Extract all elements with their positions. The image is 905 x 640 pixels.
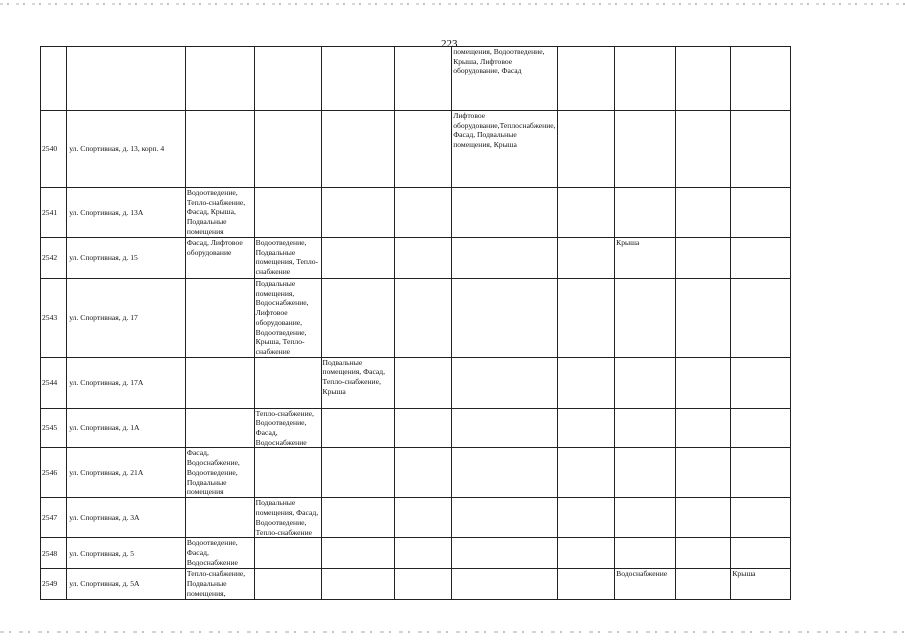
work-cell (185, 498, 254, 538)
work-cell: Крыша (731, 569, 791, 599)
work-cell (395, 408, 452, 448)
work-cell (321, 569, 395, 599)
work-cell (557, 47, 615, 111)
work-cell (557, 357, 615, 408)
address-cell: ул. Спортивная, д. 13, корп. 4 (67, 111, 186, 188)
work-cell (321, 408, 395, 448)
table-row (41, 408, 905, 448)
work-cell (615, 279, 675, 358)
table-row (41, 498, 905, 538)
row-number: 2543 (41, 279, 67, 358)
work-cell: Тепло-снабжение, Подвальные помещения, (185, 569, 254, 599)
work-cell (395, 538, 452, 569)
work-cell: Водоотведение, Фасад, Водоснабжение (185, 538, 254, 569)
work-cell (675, 279, 731, 358)
work-cell (395, 448, 452, 498)
work-cell (731, 538, 791, 569)
work-cell (615, 357, 675, 408)
row-number: 2540 (41, 111, 67, 188)
table-row (41, 279, 905, 358)
work-cell (731, 448, 791, 498)
work-cell (675, 47, 731, 111)
work-cell (557, 238, 615, 279)
work-cell (675, 408, 731, 448)
work-cell (675, 238, 731, 279)
row-number: 2541 (41, 188, 67, 238)
work-cell (615, 498, 675, 538)
work-cell (731, 111, 791, 188)
work-cell: Фасад, Водоснабжение, Водоотведение, Подвальные помещения (185, 448, 254, 498)
work-cell (321, 538, 395, 569)
work-cell (557, 111, 615, 188)
work-cell: Подвальные помещения, Водоснабжение, Лифтовое оборудование, Водоотведение, Крыша, Тепло-снабжение (254, 279, 321, 358)
work-cell (254, 357, 321, 408)
work-cell (321, 188, 395, 238)
work-cell (185, 408, 254, 448)
work-cell (675, 448, 731, 498)
work-cell (615, 188, 675, 238)
work-cell (557, 448, 615, 498)
address-cell (67, 47, 186, 111)
work-cell: Лифтовое оборудование,Теплоснабжение, Фасад, Подвальные помещения, Крыша (452, 111, 557, 188)
work-cell (675, 357, 731, 408)
table-row (41, 111, 905, 188)
work-cell: Фасад, Лифтовое оборудование (185, 238, 254, 279)
table-row (41, 238, 905, 279)
work-cell (452, 569, 557, 599)
work-cell (675, 569, 731, 599)
work-cell (731, 238, 791, 279)
work-cell (321, 498, 395, 538)
address-cell: ул. Спортивная, д. 5А (67, 569, 186, 599)
work-cell (452, 357, 557, 408)
page-number: 223 (441, 38, 458, 50)
work-cell (615, 538, 675, 569)
work-cell (254, 569, 321, 599)
row-number: 2542 (41, 238, 67, 279)
address-cell: ул. Спортивная, д. 1А (67, 408, 186, 448)
work-cell (557, 188, 615, 238)
work-cell (321, 47, 395, 111)
work-cell (731, 408, 791, 448)
work-cell (675, 538, 731, 569)
address-cell: ул. Спортивная, д. 17А (67, 357, 186, 408)
work-cell (321, 238, 395, 279)
work-cell (254, 47, 321, 111)
row-number (41, 47, 67, 111)
work-cell (452, 238, 557, 279)
scan-edge-bottom (0, 631, 905, 633)
table-row (41, 188, 905, 238)
row-number: 2545 (41, 408, 67, 448)
row-number: 2549 (41, 569, 67, 599)
row-number: 2547 (41, 498, 67, 538)
work-cell (452, 188, 557, 238)
work-cell (731, 279, 791, 358)
work-cell (185, 47, 254, 111)
row-number: 2548 (41, 538, 67, 569)
work-cell (395, 357, 452, 408)
work-cell (557, 569, 615, 599)
work-cell (321, 279, 395, 358)
work-cell (615, 111, 675, 188)
work-cell (731, 498, 791, 538)
work-cell (731, 188, 791, 238)
address-cell: ул. Спортивная, д. 5 (67, 538, 186, 569)
work-cell (395, 188, 452, 238)
row-number: 2544 (41, 357, 67, 408)
work-cell (395, 498, 452, 538)
table-row (41, 538, 905, 569)
row-number: 2546 (41, 448, 67, 498)
scan-edge-top (0, 3, 905, 5)
repair-schedule-table (40, 46, 905, 600)
work-cell: помещения, Водоотведение, Крыша, Лифтовое оборудование, Фасад (452, 47, 557, 111)
table-row (41, 569, 905, 599)
work-cell (395, 238, 452, 279)
table-row (41, 448, 905, 498)
work-cell (452, 408, 557, 448)
work-cell (615, 408, 675, 448)
work-cell (452, 279, 557, 358)
work-cell: Крыша (615, 238, 675, 279)
work-cell (185, 111, 254, 188)
work-cell (452, 538, 557, 569)
work-cell: Подвальные помещения, Фасад, Тепло-снабжение, Крыша (321, 357, 395, 408)
work-cell (675, 111, 731, 188)
work-cell (254, 111, 321, 188)
work-cell (254, 188, 321, 238)
work-cell (452, 448, 557, 498)
address-cell: ул. Спортивная, д. 3А (67, 498, 186, 538)
work-cell (185, 279, 254, 358)
work-cell (395, 569, 452, 599)
work-cell (395, 111, 452, 188)
work-cell (321, 448, 395, 498)
work-cell (557, 408, 615, 448)
work-cell (395, 279, 452, 358)
work-cell (321, 111, 395, 188)
address-cell: ул. Спортивная, д. 17 (67, 279, 186, 358)
work-cell (675, 188, 731, 238)
work-cell (254, 448, 321, 498)
work-cell (615, 47, 675, 111)
work-cell (731, 47, 791, 111)
work-cell: Подвальные помещения, Фасад, Водоотведение, Тепло-снабжение (254, 498, 321, 538)
work-cell (395, 47, 452, 111)
work-cell: Водоснабжение (615, 569, 675, 599)
work-cell (557, 538, 615, 569)
work-cell (615, 448, 675, 498)
table-row (41, 47, 905, 111)
work-cell (675, 498, 731, 538)
work-cell (452, 498, 557, 538)
work-cell: Водоотведение, Подвальные помещения, Тепло-снабжение (254, 238, 321, 279)
table-row (41, 357, 905, 408)
address-cell: ул. Спортивная, д. 21А (67, 448, 186, 498)
work-cell (731, 357, 791, 408)
work-cell: Водоотведение, Тепло-снабжение, Фасад, Крыша, Подвальные помещения (185, 188, 254, 238)
address-cell: ул. Спортивная, д. 13А (67, 188, 186, 238)
work-cell (557, 498, 615, 538)
work-cell (254, 538, 321, 569)
work-cell (185, 357, 254, 408)
work-cell: Тепло-снабжение, Водоотведение, Фасад, Водоснабжение (254, 408, 321, 448)
work-cell (557, 279, 615, 358)
address-cell: ул. Спортивная, д. 15 (67, 238, 186, 279)
